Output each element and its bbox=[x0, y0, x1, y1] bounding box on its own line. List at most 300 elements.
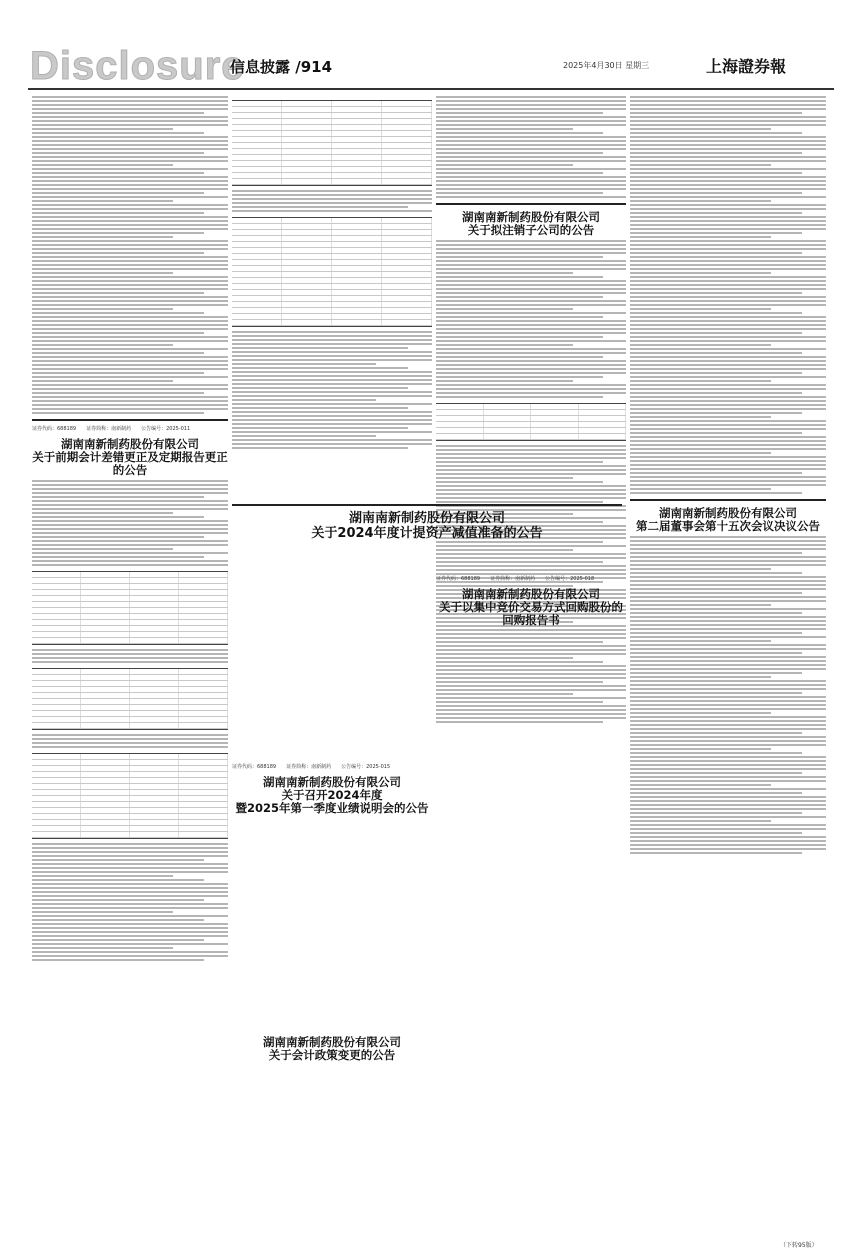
text-line bbox=[630, 348, 826, 350]
text-line bbox=[436, 445, 626, 447]
text-line bbox=[630, 156, 826, 158]
text-line bbox=[232, 407, 408, 409]
text-line bbox=[630, 552, 802, 554]
text-line bbox=[232, 427, 408, 429]
text-line bbox=[630, 140, 826, 142]
text-line bbox=[436, 116, 626, 118]
text-line bbox=[436, 697, 626, 699]
text-line bbox=[436, 160, 626, 162]
text-line bbox=[32, 863, 228, 865]
text-line bbox=[436, 489, 626, 491]
text-line bbox=[32, 380, 173, 382]
text-line bbox=[436, 469, 626, 471]
text-line bbox=[630, 484, 826, 486]
text-line bbox=[630, 452, 771, 454]
text-line bbox=[32, 661, 228, 663]
disclosure-brand: Disclosure bbox=[30, 44, 245, 88]
text-line bbox=[32, 871, 228, 873]
text-line bbox=[436, 633, 626, 635]
text-line bbox=[32, 320, 228, 322]
text-line bbox=[436, 453, 626, 455]
text-line bbox=[232, 387, 408, 389]
text-line bbox=[436, 136, 626, 138]
text-line bbox=[32, 312, 204, 314]
text-line bbox=[32, 508, 228, 510]
text-line bbox=[32, 556, 204, 558]
text-line bbox=[630, 292, 802, 294]
text-line bbox=[32, 168, 228, 170]
text-line bbox=[32, 240, 228, 242]
text-line bbox=[32, 548, 173, 550]
text-line bbox=[630, 316, 826, 318]
text-line bbox=[436, 396, 603, 398]
text-line bbox=[630, 220, 826, 222]
text-line bbox=[32, 156, 228, 158]
text-line bbox=[32, 947, 173, 949]
text-line bbox=[630, 576, 826, 578]
text-line bbox=[630, 216, 826, 218]
text-line bbox=[630, 328, 826, 330]
text-line bbox=[232, 202, 432, 204]
text-line bbox=[32, 140, 228, 142]
text-line bbox=[32, 653, 228, 655]
text-block bbox=[436, 240, 626, 398]
text-line bbox=[436, 545, 626, 547]
text-line bbox=[32, 292, 204, 294]
text-line bbox=[232, 411, 432, 413]
text-line bbox=[32, 528, 228, 530]
text-line bbox=[630, 412, 802, 414]
middle-notices bbox=[232, 500, 622, 544]
text-line bbox=[436, 304, 626, 306]
text-line bbox=[630, 144, 826, 146]
text-line bbox=[436, 561, 603, 563]
table-row bbox=[232, 320, 432, 326]
text-line bbox=[32, 552, 228, 554]
text-line bbox=[436, 689, 626, 691]
text-line bbox=[232, 343, 432, 345]
text-line bbox=[32, 911, 173, 913]
text-line bbox=[32, 344, 173, 346]
text-line bbox=[32, 376, 228, 378]
text-line bbox=[232, 210, 432, 212]
text-line bbox=[630, 664, 826, 666]
text-line bbox=[436, 324, 626, 326]
text-line bbox=[630, 280, 826, 282]
text-line bbox=[436, 120, 626, 122]
text-line bbox=[436, 140, 626, 142]
text-line bbox=[436, 244, 626, 246]
text-line bbox=[630, 284, 826, 286]
text-line bbox=[32, 276, 228, 278]
text-line bbox=[630, 780, 826, 782]
text-line bbox=[436, 449, 626, 451]
text-line bbox=[32, 300, 228, 302]
text-line bbox=[436, 717, 626, 719]
text-line bbox=[630, 820, 771, 822]
text-line bbox=[32, 304, 228, 306]
text-line bbox=[436, 132, 603, 134]
text-line bbox=[436, 192, 603, 194]
text-line bbox=[436, 392, 626, 394]
text-line bbox=[32, 480, 228, 482]
text-line bbox=[630, 580, 826, 582]
text-line bbox=[32, 164, 173, 166]
section-title: 信息披露 /914 bbox=[230, 58, 333, 76]
text-line bbox=[630, 776, 826, 778]
text-block bbox=[232, 190, 432, 212]
text-line bbox=[232, 367, 408, 369]
text-line bbox=[630, 796, 826, 798]
text-line bbox=[436, 380, 573, 382]
text-line bbox=[630, 768, 826, 770]
text-line bbox=[436, 284, 626, 286]
text-line bbox=[32, 144, 228, 146]
text-line bbox=[436, 180, 626, 182]
text-line bbox=[630, 396, 826, 398]
text-line bbox=[32, 520, 228, 522]
text-line bbox=[32, 927, 228, 929]
text-line bbox=[630, 540, 826, 542]
text-line bbox=[32, 100, 228, 102]
text-line bbox=[630, 260, 826, 262]
text-line bbox=[630, 604, 771, 606]
text-line bbox=[32, 124, 228, 126]
text-line bbox=[232, 423, 432, 425]
text-line bbox=[32, 516, 204, 518]
text-line bbox=[630, 148, 826, 150]
column-2 bbox=[232, 96, 432, 454]
text-line bbox=[32, 104, 228, 106]
text-line bbox=[630, 380, 771, 382]
text-line bbox=[32, 280, 228, 282]
text-line bbox=[630, 368, 826, 370]
text-line bbox=[32, 328, 228, 330]
text-line bbox=[630, 752, 802, 754]
data-table bbox=[232, 100, 432, 186]
text-line bbox=[32, 388, 228, 390]
text-line bbox=[630, 656, 826, 658]
text-line bbox=[436, 196, 626, 198]
text-line bbox=[630, 608, 826, 610]
text-line bbox=[630, 544, 826, 546]
text-line bbox=[32, 356, 228, 358]
text-line bbox=[630, 312, 802, 314]
text-line bbox=[232, 395, 432, 397]
text-line bbox=[630, 772, 802, 774]
text-line bbox=[32, 184, 228, 186]
text-line bbox=[436, 565, 626, 567]
table-row bbox=[32, 638, 228, 644]
text-line bbox=[32, 512, 173, 514]
text-line bbox=[32, 340, 228, 342]
text-line bbox=[630, 232, 802, 234]
text-line bbox=[630, 476, 826, 478]
text-line bbox=[32, 132, 204, 134]
text-line bbox=[630, 136, 826, 138]
text-line bbox=[630, 564, 826, 566]
text-line bbox=[630, 648, 826, 650]
text-line bbox=[630, 824, 826, 826]
masthead-rule bbox=[28, 88, 834, 90]
text-line bbox=[32, 288, 228, 290]
text-line bbox=[630, 468, 826, 470]
notice-code: 证券代码：688189 证券简称：南新制药 公告编号：2025-018 bbox=[436, 576, 595, 582]
text-line bbox=[32, 544, 228, 546]
text-line bbox=[436, 348, 626, 350]
text-line bbox=[436, 705, 626, 707]
column-1 bbox=[32, 96, 228, 966]
text-line bbox=[436, 685, 626, 687]
text-line bbox=[32, 384, 228, 386]
text-line bbox=[232, 431, 432, 433]
text-line bbox=[232, 206, 408, 208]
text-line bbox=[630, 252, 802, 254]
text-line bbox=[630, 700, 826, 702]
text-line bbox=[232, 435, 376, 437]
text-line bbox=[32, 504, 228, 506]
text-line bbox=[630, 124, 826, 126]
text-line bbox=[630, 616, 826, 618]
text-line bbox=[436, 693, 573, 695]
text-line bbox=[232, 198, 432, 200]
text-line bbox=[630, 644, 826, 646]
text-line bbox=[436, 264, 626, 266]
text-line bbox=[32, 120, 228, 122]
notice-title-subsidiary: 湖南南新制药股份有限公司 关于拟注销子公司的公告 bbox=[462, 210, 600, 237]
text-line bbox=[32, 851, 228, 853]
text-line bbox=[436, 184, 626, 186]
text-line bbox=[32, 400, 228, 402]
text-line bbox=[32, 746, 228, 748]
text-line bbox=[436, 152, 603, 154]
text-line bbox=[630, 816, 826, 818]
table-row bbox=[32, 723, 228, 729]
text-block bbox=[32, 480, 228, 566]
text-line bbox=[630, 428, 826, 430]
text-line bbox=[32, 649, 228, 651]
text-line bbox=[630, 100, 826, 102]
text-line bbox=[436, 344, 573, 346]
text-line bbox=[630, 844, 826, 846]
text-line bbox=[630, 176, 826, 178]
text-line bbox=[630, 620, 826, 622]
text-line bbox=[32, 867, 228, 869]
text-line bbox=[32, 364, 228, 366]
text-line bbox=[436, 336, 603, 338]
text-line bbox=[436, 148, 626, 150]
text-line bbox=[630, 640, 771, 642]
text-line bbox=[32, 935, 228, 937]
text-line bbox=[630, 632, 802, 634]
text-line bbox=[436, 665, 626, 667]
text-line bbox=[32, 152, 204, 154]
text-line bbox=[630, 676, 771, 678]
text-line bbox=[630, 212, 802, 214]
text-line bbox=[630, 692, 802, 694]
text-line bbox=[32, 208, 228, 210]
data-table bbox=[32, 668, 228, 730]
text-line bbox=[630, 404, 826, 406]
text-line bbox=[32, 224, 228, 226]
text-line bbox=[630, 336, 826, 338]
buyback-notice bbox=[436, 572, 626, 630]
text-line bbox=[32, 368, 228, 370]
text-line bbox=[232, 331, 432, 333]
text-line bbox=[32, 188, 228, 190]
text-line bbox=[32, 843, 228, 845]
text-line bbox=[436, 485, 626, 487]
text-block bbox=[630, 96, 826, 494]
text-line bbox=[630, 716, 826, 718]
text-line bbox=[630, 748, 771, 750]
text-line bbox=[32, 136, 228, 138]
text-line bbox=[630, 720, 826, 722]
text-line bbox=[436, 493, 626, 495]
text-line bbox=[630, 364, 826, 366]
text-line bbox=[630, 736, 826, 738]
text-line bbox=[232, 383, 432, 385]
text-line bbox=[32, 352, 204, 354]
text-line bbox=[630, 572, 802, 574]
text-line bbox=[630, 432, 802, 434]
text-line bbox=[436, 308, 573, 310]
table-row bbox=[436, 434, 626, 440]
publication-date: 2025年4月30日 星期三 bbox=[563, 61, 650, 70]
text-line bbox=[436, 669, 626, 671]
text-line bbox=[630, 764, 826, 766]
text-line bbox=[32, 943, 228, 945]
text-line bbox=[232, 375, 432, 377]
text-line bbox=[630, 756, 826, 758]
text-line bbox=[630, 108, 826, 110]
text-line bbox=[232, 391, 432, 393]
text-line bbox=[630, 240, 826, 242]
text-line bbox=[436, 260, 626, 262]
text-line bbox=[436, 677, 626, 679]
text-line bbox=[32, 392, 204, 394]
data-table bbox=[232, 217, 432, 327]
text-line bbox=[32, 396, 228, 398]
text-line bbox=[630, 624, 826, 626]
text-line bbox=[32, 372, 204, 374]
text-line bbox=[630, 480, 826, 482]
text-line bbox=[32, 560, 228, 562]
text-line bbox=[32, 500, 228, 502]
text-line bbox=[32, 951, 228, 953]
text-line bbox=[32, 176, 228, 178]
text-line bbox=[630, 360, 826, 362]
table-row bbox=[32, 832, 228, 838]
text-line bbox=[232, 399, 376, 401]
text-line bbox=[32, 955, 228, 957]
text-line bbox=[630, 668, 826, 670]
text-line bbox=[436, 481, 603, 483]
text-line bbox=[32, 172, 204, 174]
text-line bbox=[630, 324, 826, 326]
text-line bbox=[630, 208, 826, 210]
text-line bbox=[32, 268, 228, 270]
text-line bbox=[436, 156, 626, 158]
notice-title-errata: 湖南南新制药股份有限公司 关于前期会计差错更正及定期报告更正的公告 bbox=[32, 437, 228, 477]
text-line bbox=[630, 836, 826, 838]
text-line bbox=[32, 492, 228, 494]
text-line bbox=[630, 104, 826, 106]
text-block bbox=[436, 96, 626, 198]
text-line bbox=[32, 412, 204, 414]
text-line bbox=[436, 164, 573, 166]
text-line bbox=[630, 584, 826, 586]
text-line bbox=[630, 120, 826, 122]
text-line bbox=[630, 456, 826, 458]
text-line bbox=[630, 384, 826, 386]
text-line bbox=[630, 356, 826, 358]
text-line bbox=[630, 536, 826, 538]
text-line bbox=[630, 320, 826, 322]
text-line bbox=[436, 240, 626, 242]
text-line bbox=[630, 188, 826, 190]
text-line bbox=[436, 128, 573, 130]
text-line bbox=[32, 244, 228, 246]
text-block bbox=[630, 536, 826, 854]
table-row bbox=[232, 179, 432, 185]
text-line bbox=[630, 448, 826, 450]
text-line bbox=[32, 112, 204, 114]
text-line bbox=[436, 168, 626, 170]
notice-title-board: 湖南南新制药股份有限公司 第二届董事会第十五次会议决议公告 bbox=[636, 506, 820, 533]
notice-title-impairment: 湖南南新制药股份有限公司 关于2024年度计提资产减值准备的公告 bbox=[311, 511, 543, 541]
text-line bbox=[32, 915, 228, 917]
text-line bbox=[630, 440, 826, 442]
text-line bbox=[436, 661, 603, 663]
text-line bbox=[436, 364, 626, 366]
text-line bbox=[436, 276, 603, 278]
text-line bbox=[436, 124, 626, 126]
text-line bbox=[436, 457, 626, 459]
text-line bbox=[630, 812, 802, 814]
text-line bbox=[436, 248, 626, 250]
text-line bbox=[32, 855, 228, 857]
text-line bbox=[630, 224, 826, 226]
text-line bbox=[630, 688, 826, 690]
text-line bbox=[436, 328, 626, 330]
text-line bbox=[436, 316, 603, 318]
text-line bbox=[436, 465, 626, 467]
text-line bbox=[630, 464, 826, 466]
text-line bbox=[630, 696, 826, 698]
divider bbox=[32, 419, 228, 421]
text-line bbox=[436, 372, 626, 374]
text-line bbox=[630, 680, 826, 682]
text-line bbox=[232, 335, 432, 337]
text-line bbox=[32, 348, 228, 350]
text-line bbox=[630, 264, 826, 266]
text-line bbox=[436, 320, 626, 322]
text-line bbox=[630, 116, 826, 118]
text-line bbox=[630, 832, 802, 834]
text-line bbox=[630, 792, 802, 794]
text-line bbox=[32, 907, 228, 909]
text-line bbox=[32, 923, 228, 925]
text-line bbox=[630, 784, 771, 786]
text-line bbox=[436, 332, 626, 334]
text-line bbox=[32, 108, 228, 110]
text-line bbox=[436, 340, 626, 342]
text-line bbox=[436, 188, 626, 190]
text-line bbox=[630, 740, 826, 742]
text-block bbox=[32, 96, 228, 414]
notice-code: 证券代码：688189 证券简称：南新制药 公告编号：2025-011 bbox=[32, 426, 191, 432]
